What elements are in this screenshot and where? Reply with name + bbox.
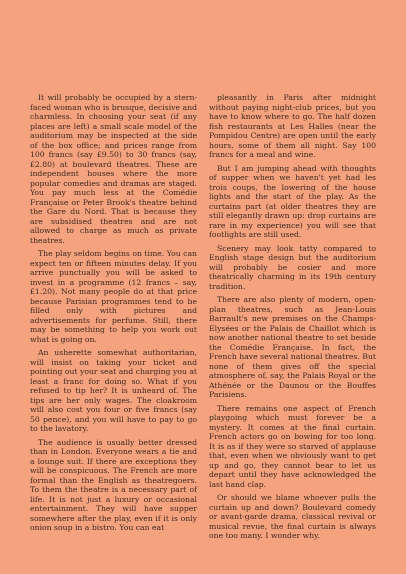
paragraph: It will probably be occupied by a stern-faced woman who is brusque, decisive and charmless. In choosing your seat (if any places are left) a small scale model of the auditorium may be inspected at the side of the box office; and prices range from 100 francs (say £9.50) to 30 francs (say, £2.80) at boulevard theatres. These are independent houses where the more popular comedies and dramas are staged. You pay much less at the Comédie Française or Peter Brook's theatre behind the Gare du Nord. That is because they are subsidised theatres and are not allowed to charge as much as private theatres. <box>30 93 197 245</box>
paragraph: An usherette somewhat authoritarian, will insist on taking your ticket and pointing out your seat and charging you at least a franc for doing so. What if you refused to tip her? It is unheard of. The tips are her only wages. The cloakroom will also cost you four or five francs (say 50 pence), and you will have to pay to go to the lavatory. <box>30 348 197 433</box>
paragraph: The play seldom begins on time. You can expect ten or fifteen minutes delay. If you arrive punctually you will be asked to invest in a programme (12 francs – say, £1.20). Not many people do at that price because Parisian programmes tend to be filled only with pictures and advertisements for perfume. Still, there may be something to help you work out what is going on. <box>30 249 197 344</box>
paragraph: The audience is usually better dressed than in London. Everyone wears a tie and a lounge suit. If there are exceptions they will be conspicuous. The French are more formal than the English as theatregoers. To them the theatre is a necessary part of life. It is not just a luxury or occasional entertainment. They will have supper somewhere after the play, even if it is only onion soup in a bistro. You can eat <box>30 437 197 532</box>
paragraph: Or should we blame whoever pulls the curtain up and down? Boulevard comedy or avant-garde drama, classical revival or musical revue, the final curtain is always one too many. I wonder why. <box>209 493 376 540</box>
paragraph: pleasantly in Paris after midnight without paying night-club prices, but you have to know where to go. The half dozen fish restaurants at Les Halles (near the Pompidou Centre) are open until the early hours, some of them all night. Say 100 francs for a meal and wine. <box>209 93 376 159</box>
paragraph: Scenery may look tatty compared to English stage design but the auditorium will probably be cosier and more theatrically charming in its 19th century tradition. <box>209 243 376 291</box>
paragraph: There remains one aspect of French playgoing which must forever be a mystery. It comes at the final curtain. French actors go on bowing for too long. It is as if they were so starved of applause that, even when we obviously want to get up and go, they cannot bear to let us depart until they have acknowledged the last hand clap. <box>209 403 376 489</box>
paragraph: But I am jumping ahead with thoughts of supper when we haven't yet had les trois coups, the lowering of the house lights and the start of the play. As the curtains part (at older theatres they are still elegantly drawn up: drop curtains are rare in my experience) you will see that footlights are still used. <box>209 163 376 239</box>
left-column <box>30 93 197 574</box>
paragraph: There are also plenty of modern, open-plan theatres, such as Jean-Louis Barrault's new premises on the Champs-Elysées or the Palais de Chaillot which is now another national theatre to set beside the Comédie Française. In fact, the French have several national theatres. But none of them gives off the special atmosphere of, say, the Palais Royal or the Athénée or the Daunou or the Bouffes Parisiens. <box>209 295 376 399</box>
right-column <box>209 93 376 574</box>
